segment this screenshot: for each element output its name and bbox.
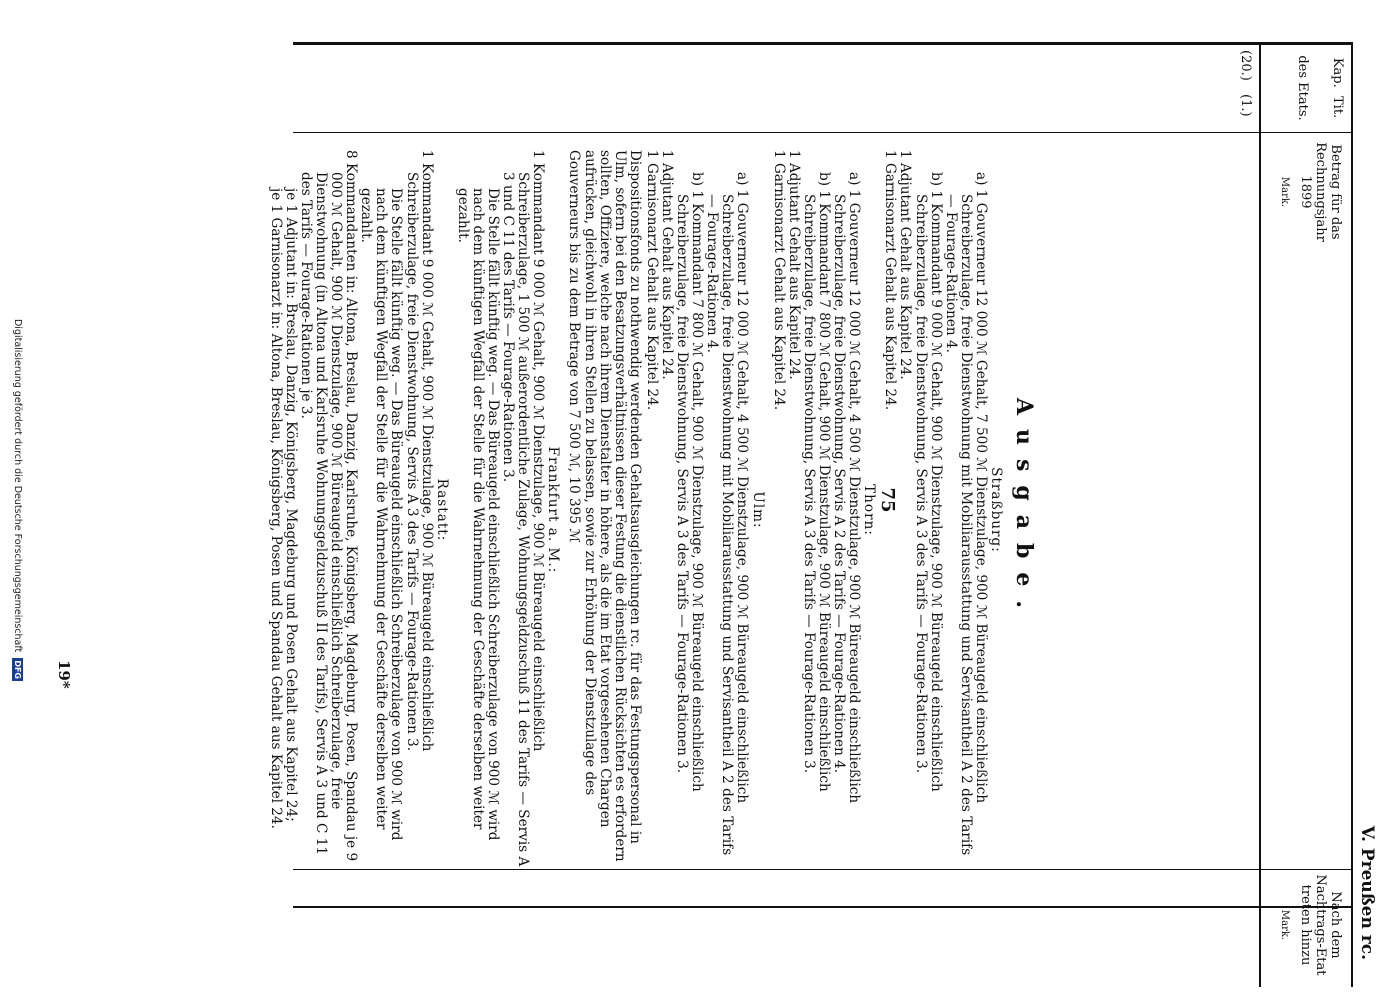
- body-text: [268, 150, 1003, 870]
- thorn-garnisonarzt: 1 Garnisonarzt Gehalt aus Kapitel 24.: [770, 150, 787, 411]
- nachtrag-unit: Mark.: [1279, 909, 1290, 941]
- rastatt-kommandant: 1 Kommandant 9 000 ℳ Gehalt, 900 ℳ Dienstzulage, 900 ℳ Büreaugeld einschließlich Schreiberzulage, freie Dienstwohnung, Servis A 3 des Tarifs — Fourage-Rationen 3.: [403, 150, 435, 752]
- thorn-title: Thorn:: [861, 484, 878, 536]
- running-head: V. Preußen rc.: [1357, 825, 1377, 960]
- table-left-rule: [293, 42, 1353, 45]
- strassburg-b: b) 1 Kommandant 9 000 ℳ Gehalt, 900 ℳ Dienstzulage, 900 ℳ Büreaugeld einschließlich Schreiberzulage, freie Dienstwohnung, Servis A 3 des Tarifs — Fourage-Rationen 3.: [912, 172, 944, 792]
- strassburg-a: a) 1 Gouverneur 12 000 ℳ Gehalt, 7 500 ℳ Dienstzulage, 900 ℳ Büreaugeld einschließlich Schreiberzulage, freie Dienstwohnung mit Mobiliarausstattung und Servisantheil A 2 des Tarifs — Fourage-Rationen 4.: [942, 172, 989, 856]
- betrag-unit: Mark.: [1279, 176, 1290, 208]
- strassburg-adjutant: 1 Adjutant Gehalt aus Kapitel 24.: [897, 150, 914, 380]
- col-nachtrag-rule: [293, 906, 1353, 908]
- kap-value: (20.): [1238, 50, 1253, 81]
- kap-label: Kap.: [1330, 57, 1345, 88]
- dispositionsfonds: Dispositionsfonds zu nothwendig werdenden Gehaltsausgleichungen rc. für das Festungspersonal in Ulm, sofern bei den Besatzungsverhältnissen dieser Festung die dienstlichen Rücksichten es erfordern sollten, Offiziere, welche nach ihrem Dienstalter in höhere, als die im Etat vorgesehenen Chargen aufrücken, gleichwohl in ihren Stellen zu belassen, sowie zur Erhöhung der Dienstzulage des Gouverneurs bis zu dem Betrage von 7 500 ℳ, 10 395 ℳ: [566, 150, 643, 862]
- strassburg-garnisonarzt: 1 Garnisonarzt Gehalt aus Kapitel 24.: [882, 150, 899, 411]
- header-bottom-rule: [1259, 42, 1261, 987]
- dfg-logo: DFG: [13, 660, 22, 679]
- ulm-b: b) 1 Kommandant 7 800 ℳ Gehalt, 900 ℳ Dienstzulage, 900 ℳ Büreaugeld einschließlich Schreiberzulage, freie Dienstwohnung, Servis A 3 des Tarifs — Fourage-Rationen 3.: [674, 172, 706, 792]
- col-kap-rule: [293, 132, 1353, 133]
- header-nachtrag: [1277, 870, 1343, 980]
- thorn-b: b) 1 Kommandant 7 800 ℳ Gehalt, 900 ℳ Dienstzulage, 900 ℳ Büreaugeld einschließlich Schreiberzulage, freie Dienstwohnung, Servis A 3 des Tarifs — Fourage-Rationen 3.: [800, 172, 832, 792]
- ulm-garnisonarzt: 1 Garnisonarzt Gehalt aus Kapitel 24.: [643, 150, 660, 411]
- tit-value: (1.): [1238, 94, 1253, 117]
- betrag-label: Betrag für das Rechnungsjahr 1899: [1298, 142, 1343, 242]
- thorn-adjutant: 1 Adjutant Gehalt aus Kapitel 24.: [785, 150, 802, 380]
- ulm-a: a) 1 Gouverneur 12 000 ℳ Gehalt, 4 500 ℳ Dienstzulage, 900 ℳ Büreaugeld einschließlich Schreiberzulage, freie Dienstwohnung mit Mobiliarausstattung und Servisantheil A 2 des Tarifs — Fourage-Rationen 4.: [704, 172, 751, 856]
- des-etats-label: des Etats.: [1295, 55, 1310, 121]
- kommandanten-8: 8 Kommandanten in: Altona, Breslau, Danzig, Karlsruhe, Königsberg, Magdeburg, Posen, Spandau je 9 000 ℳ Gehalt, 900 ℳ Dienstzulage, 900 ℳ Büreaugeld einschließlich Schreiberzulage, freie Dienstwohnung (in Altona und Karlsruhe Wohnungsgeldzuschuß II des Tarifs), Servis A 3 und C 11 des Tarifs — Fourage-Rationen je 3.: [297, 150, 360, 862]
- header-betrag: [1277, 132, 1343, 252]
- thorn-a: a) 1 Gouverneur 12 000 ℳ Gehalt, 4 500 ℳ Dienstzulage, 900 ℳ Büreaugeld einschließlich Schreiberzulage, freie Dienstwohnung, Servis A 2 des Tarifs — Fourage-Rationen 4.: [831, 172, 863, 804]
- adjutant-je: je 1 Adjutant in: Breslau, Danzig, Königsberg, Magdeburg und Posen Gehalt aus Kapitel 24;: [282, 188, 299, 822]
- rastatt-title: Rastatt:: [433, 478, 450, 542]
- digitization-note: [12, 0, 23, 1000]
- garnisonarzt-je: je 1 Garnisonarzt in: Altona, Breslau, Königsberg, Posen und Spandau Gehalt aus Kapitel 24.: [267, 188, 284, 829]
- tit-label: Tit.: [1330, 96, 1345, 119]
- page-number: 75: [877, 487, 898, 513]
- rastatt-note: Die Stelle fällt künftig weg. — Das Büreaugeld einschließlich Schreiberzulage von 900 ℳ wird nach dem künftigen Wegfall der Stelle für die Wahrnehmung der Geschäfte derselben weiter gezahlt.: [358, 188, 405, 841]
- frankfurt-title: Frankfurt a. M.:: [545, 446, 562, 574]
- ulm-title: Ulm:: [749, 491, 766, 529]
- header-kap: [1295, 48, 1345, 128]
- table-top-rule: [1351, 42, 1353, 987]
- digitization-text: Digitalisierung gefördert durch die Deutsche Forschungsgemeinschaft: [12, 318, 23, 653]
- frankfurt-kommandant: 1 Kommandant 9 000 ℳ Gehalt, 900 ℳ Dienstzulage, 900 ℳ Büreaugeld einschließlich Schreiberzulage, 1 500 ℳ außerordentliche Zulage, Wohnungsgeldzuschuß 11 des Tarifs — Servis A 3 und C 11 des Tarifs — Fourage-Rationen 3.: [500, 150, 547, 867]
- footer-signature: 19*: [55, 660, 73, 689]
- strassburg-title: Straßburg:: [988, 467, 1004, 553]
- ulm-adjutant: 1 Adjutant Gehalt aus Kapitel 24.: [659, 150, 676, 380]
- nachtrag-label: Nach dem Nachtrags-Etat treten hinzu: [1298, 874, 1343, 976]
- frankfurt-note: Die Stelle fällt künftig weg. — Das Büreaugeld einschließlich Schreiberzulage von 900 ℳ wird nach dem künftigen Wegfall der Stelle für die Wahrnehmung der Geschäfte derselben weiter gezahlt.: [454, 188, 501, 841]
- section-heading: Ausgabe.: [1011, 397, 1037, 623]
